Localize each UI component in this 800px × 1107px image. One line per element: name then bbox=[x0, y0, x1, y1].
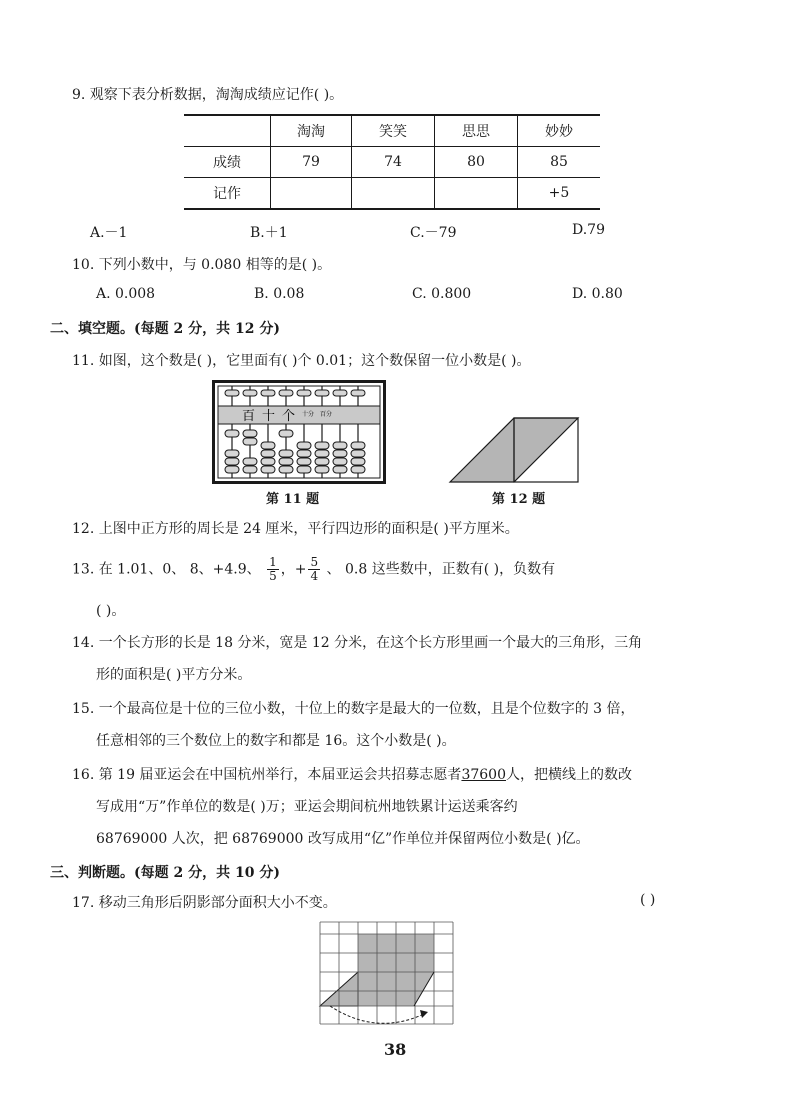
fraction-numerator: 5 bbox=[310, 555, 319, 569]
table-cell: 80 bbox=[435, 147, 518, 178]
q9-table bbox=[184, 114, 600, 210]
move-arrow-head bbox=[420, 1010, 428, 1018]
table-cell: 思思 bbox=[435, 115, 518, 147]
figure-12-caption: 第 12 题 bbox=[492, 492, 546, 507]
abacus-label: 十 bbox=[262, 409, 276, 424]
q16-line2: 写成用“万”作单位的数是( )万；亚运会期间杭州地铁累计运送乘客约 bbox=[96, 799, 518, 815]
q16-line3: 68769000 人次，把 68769000 改写成用“亿”作单位并保留两位小数是( )亿。 bbox=[96, 831, 590, 847]
page-number: 38 bbox=[384, 1040, 407, 1059]
abacus-upper-beads bbox=[225, 390, 365, 396]
grid-figure bbox=[316, 918, 458, 1028]
q13-text-mid: ，+ bbox=[280, 561, 307, 578]
q13-text-after: 、 0.8 这些数中，正数有( )，负数有 bbox=[326, 561, 556, 578]
q15-line2: 任意相邻的三个数位上的数字和都是 16。这个小数是( )。 bbox=[96, 733, 456, 749]
table-cell: 淘淘 bbox=[271, 115, 352, 147]
table-cell bbox=[435, 178, 518, 210]
q10-option-b[interactable]: B. 0.08 bbox=[254, 286, 305, 302]
table-cell: 记作 bbox=[184, 178, 271, 210]
fraction-denominator: 4 bbox=[310, 569, 319, 583]
q16-line1-end: 人，把横线上的数改 bbox=[505, 767, 632, 783]
table-row bbox=[184, 115, 600, 147]
table-cell: 笑笑 bbox=[352, 115, 435, 147]
fraction-numerator: 1 bbox=[269, 555, 277, 569]
q9-option-d[interactable]: D.79 bbox=[572, 222, 605, 238]
abacus-figure bbox=[212, 380, 386, 484]
q9-option-a[interactable]: A.－1 bbox=[90, 225, 128, 241]
q9-text: 9. 观察下表分析数据，淘淘成绩应记作( )。 bbox=[72, 87, 344, 103]
q10-option-d[interactable]: D. 0.80 bbox=[572, 286, 623, 302]
q10-text: 10. 下列小数中，与 0.080 相等的是( )。 bbox=[72, 257, 332, 273]
q12-text: 12. 上图中正方形的周长是 24 厘米，平行四边形的面积是( )平方厘米。 bbox=[72, 521, 519, 537]
q13-fraction-2 bbox=[308, 556, 320, 583]
q17-answer-bracket[interactable]: ( ) bbox=[640, 892, 656, 908]
q11-text: 11. 如图，这个数是( )，它里面有( )个 0.01；这个数保留一位小数是( )。 bbox=[72, 353, 531, 369]
table-row bbox=[184, 147, 600, 178]
q13-fraction-1 bbox=[267, 556, 279, 583]
q9-option-b[interactable]: B.＋1 bbox=[250, 225, 288, 241]
q16-line1 bbox=[72, 764, 632, 784]
parallelogram-figure bbox=[446, 414, 582, 486]
abacus-label: 百分 bbox=[320, 411, 333, 418]
table-cell: 妙妙 bbox=[518, 115, 601, 147]
q10-option-a[interactable]: A. 0.008 bbox=[96, 286, 156, 302]
table-cell bbox=[271, 178, 352, 210]
table-cell bbox=[184, 115, 271, 147]
q13-text-before: 13. 在 1.01、0、 8、+4.9、 bbox=[72, 561, 261, 578]
q13-line2: ( )。 bbox=[96, 603, 126, 619]
abacus-label: 个 bbox=[282, 409, 296, 424]
table-cell: 85 bbox=[518, 147, 601, 178]
abacus-label: 百 bbox=[242, 409, 256, 424]
q16-underlined-number: 37600 bbox=[461, 767, 506, 783]
table-cell bbox=[352, 178, 435, 210]
section-2-title: 二、填空题。(每题 2 分，共 12 分) bbox=[50, 321, 280, 337]
table-cell: 79 bbox=[271, 147, 352, 178]
q14-line1: 14. 一个长方形的长是 18 分米，宽是 12 分米，在这个长方形里画一个最大的三角形，三角 bbox=[72, 635, 643, 651]
abacus-label: 十分 bbox=[302, 411, 315, 418]
table-cell: +5 bbox=[518, 178, 601, 210]
q14-line2: 形的面积是( )平方分米。 bbox=[96, 667, 252, 683]
fraction-denominator: 5 bbox=[269, 569, 277, 583]
figure-11-caption: 第 11 题 bbox=[266, 492, 320, 507]
q13-line1 bbox=[72, 556, 555, 583]
table-row bbox=[184, 178, 600, 210]
q16-line1-start: 16. 第 19 届亚运会在中国杭州举行，本届亚运会共招募志愿者 bbox=[72, 767, 462, 783]
q15-line1: 15. 一个最高位是十位的三位小数，十位上的数字是最大的一位数，且是个位数字的 3 倍， bbox=[72, 701, 635, 717]
abacus-lower-beads bbox=[225, 430, 365, 473]
table-cell: 74 bbox=[352, 147, 435, 178]
q10-option-c[interactable]: C. 0.800 bbox=[412, 286, 472, 302]
table-cell: 成绩 bbox=[184, 147, 271, 178]
q17-text: 17. 移动三角形后阴影部分面积大小不变。 bbox=[72, 895, 337, 911]
q9-option-c[interactable]: C.－79 bbox=[410, 225, 457, 241]
section-3-title: 三、判断题。(每题 2 分，共 10 分) bbox=[50, 865, 280, 881]
